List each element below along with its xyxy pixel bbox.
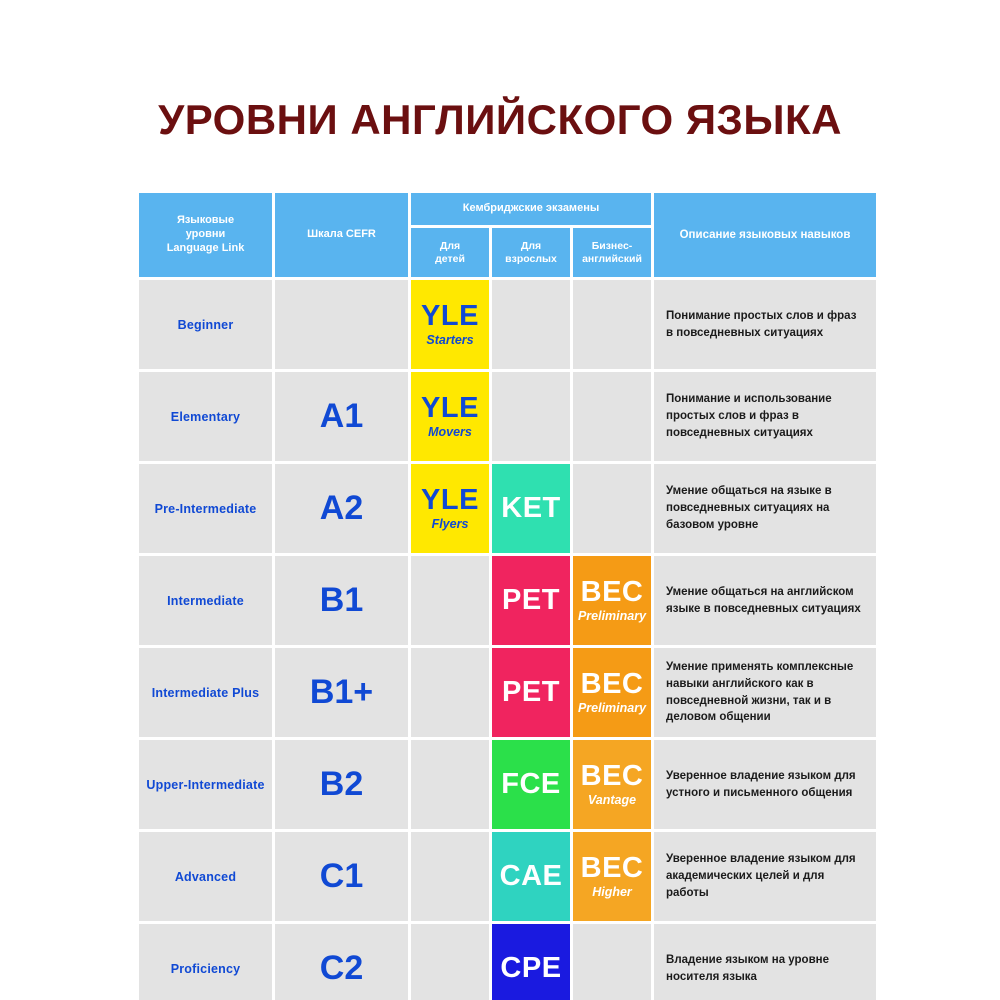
header-skills-description: Описание языковых навыков (654, 193, 876, 277)
cell-level-name: Proficiency (139, 924, 272, 1000)
table-row (139, 464, 876, 553)
cell-cefr-level: B1+ (275, 648, 408, 737)
cell-skills-description: Умение общаться на английском языке в повседневных ситуациях (654, 556, 876, 645)
exam-badge-sub: Flyers (431, 517, 469, 532)
exam-badge (492, 556, 570, 645)
cell-skills-description: Владение языком на уровне носителя языка (654, 924, 876, 1000)
header-for-adults (492, 228, 570, 277)
cell-exam-adults (492, 832, 570, 921)
cell-level-name: Upper-Intermediate (139, 740, 272, 829)
cell-skills-description: Понимание простых слов и фраз в повседневных ситуациях (654, 280, 876, 369)
table-head-row-1 (139, 193, 876, 225)
cell-exam-children (411, 832, 489, 921)
exam-badge-name: PET (502, 676, 560, 708)
cell-exam-business (573, 464, 651, 553)
cell-level-name: Pre-Intermediate (139, 464, 272, 553)
cell-exam-children (411, 556, 489, 645)
cell-exam-business (573, 648, 651, 737)
exam-badge (492, 648, 570, 737)
header-language-levels-line2: уровни (185, 228, 226, 241)
exam-badge-name: YLE (421, 484, 479, 517)
cell-exam-adults (492, 924, 570, 1000)
cell-skills-description: Умение общаться на языке в повседневных ситуациях на базовом уровне (654, 464, 876, 553)
header-language-levels-line3: Language Link (166, 241, 245, 254)
exam-badge (492, 740, 570, 829)
header-business-english (573, 228, 651, 277)
header-for-children-line1: Для (439, 239, 461, 252)
cell-exam-adults (492, 648, 570, 737)
cell-exam-business (573, 280, 651, 369)
cell-exam-children (411, 648, 489, 737)
cell-skills-description: Уверенное владение языком для академических целей и для работы (654, 832, 876, 921)
header-business-english-line1: Бизнес- (591, 239, 633, 252)
cell-exam-children (411, 464, 489, 553)
cell-level-name: Elementary (139, 372, 272, 461)
exam-badge (573, 832, 651, 921)
exam-badge (411, 464, 489, 553)
table-head (139, 193, 876, 277)
exam-badge-sub: Vantage (587, 793, 637, 808)
cell-exam-children (411, 280, 489, 369)
cell-exam-children (411, 372, 489, 461)
cell-cefr-level: A2 (275, 464, 408, 553)
cell-exam-adults (492, 556, 570, 645)
cell-cefr-level: C2 (275, 924, 408, 1000)
table-row (139, 832, 876, 921)
exam-badge (573, 648, 651, 737)
exam-badge-sub: Preliminary (577, 609, 647, 624)
exam-badge (492, 464, 570, 553)
header-language-levels (139, 193, 272, 277)
exam-badge (411, 280, 489, 369)
cell-exam-business (573, 556, 651, 645)
header-for-children (411, 228, 489, 277)
cell-exam-business (573, 924, 651, 1000)
cell-exam-adults (492, 280, 570, 369)
exam-badge-name: BEC (580, 852, 644, 885)
exam-badge-sub: Preliminary (577, 701, 647, 716)
table-row (139, 556, 876, 645)
cell-exam-adults (492, 740, 570, 829)
exam-badge (573, 556, 651, 645)
cell-level-name: Intermediate Plus (139, 648, 272, 737)
cell-cefr-level: C1 (275, 832, 408, 921)
cell-exam-adults (492, 464, 570, 553)
exam-badge-sub: Higher (592, 885, 632, 900)
exam-badge-name: PET (502, 584, 560, 616)
header-cambridge-exams: Кембриджские экзамены (411, 193, 651, 225)
table-body (139, 280, 876, 1000)
cell-cefr-level: B1 (275, 556, 408, 645)
cell-cefr-level: A1 (275, 372, 408, 461)
exam-badge-name: FCE (501, 768, 561, 800)
exam-badge (492, 924, 570, 1000)
header-for-children-line2: детей (435, 252, 465, 265)
page-title: УРОВНИ АНГЛИЙСКОГО ЯЗЫКА (158, 96, 842, 143)
cell-cefr-level: B2 (275, 740, 408, 829)
levels-table (136, 190, 879, 1000)
levels-table-wrapper (136, 190, 864, 1000)
exam-badge-sub: Starters (426, 333, 474, 348)
cell-exam-business (573, 740, 651, 829)
cell-exam-business (573, 372, 651, 461)
cell-skills-description: Умение применять комплексные навыки английского как в повседневной жизни, так и в деловом общении (654, 648, 876, 737)
exam-badge (492, 832, 570, 921)
header-cefr-scale: Шкала CEFR (275, 193, 408, 277)
cell-skills-description: Понимание и использование простых слов и фраз в повседневных ситуациях (654, 372, 876, 461)
header-for-adults-line2: взрослых (505, 252, 557, 265)
header-business-english-line2: английский (582, 252, 642, 265)
exam-badge-name: CAE (499, 860, 563, 892)
cell-exam-children (411, 924, 489, 1000)
table-row (139, 740, 876, 829)
cell-level-name: Intermediate (139, 556, 272, 645)
table-row (139, 372, 876, 461)
cell-skills-description: Уверенное владение языком для устного и письменного общения (654, 740, 876, 829)
exam-badge-name: BEC (580, 668, 644, 701)
exam-badge (573, 740, 651, 829)
table-row (139, 924, 876, 1000)
header-for-adults-line1: Для (520, 239, 542, 252)
exam-badge-name: KET (501, 492, 561, 524)
cell-level-name: Advanced (139, 832, 272, 921)
exam-badge-name: YLE (421, 300, 479, 333)
table-row (139, 648, 876, 737)
exam-badge (411, 372, 489, 461)
exam-badge-name: BEC (580, 760, 644, 793)
cell-exam-adults (492, 372, 570, 461)
cell-exam-children (411, 740, 489, 829)
exam-badge-name: BEC (580, 576, 644, 609)
cell-exam-business (573, 832, 651, 921)
exam-badge-name: YLE (421, 392, 479, 425)
header-language-levels-line1: Языковые (176, 214, 235, 227)
exam-badge-name: CPE (500, 952, 562, 984)
cell-cefr-level (275, 280, 408, 369)
exam-badge-sub: Movers (428, 425, 472, 440)
table-row (139, 280, 876, 369)
cell-level-name: Beginner (139, 280, 272, 369)
